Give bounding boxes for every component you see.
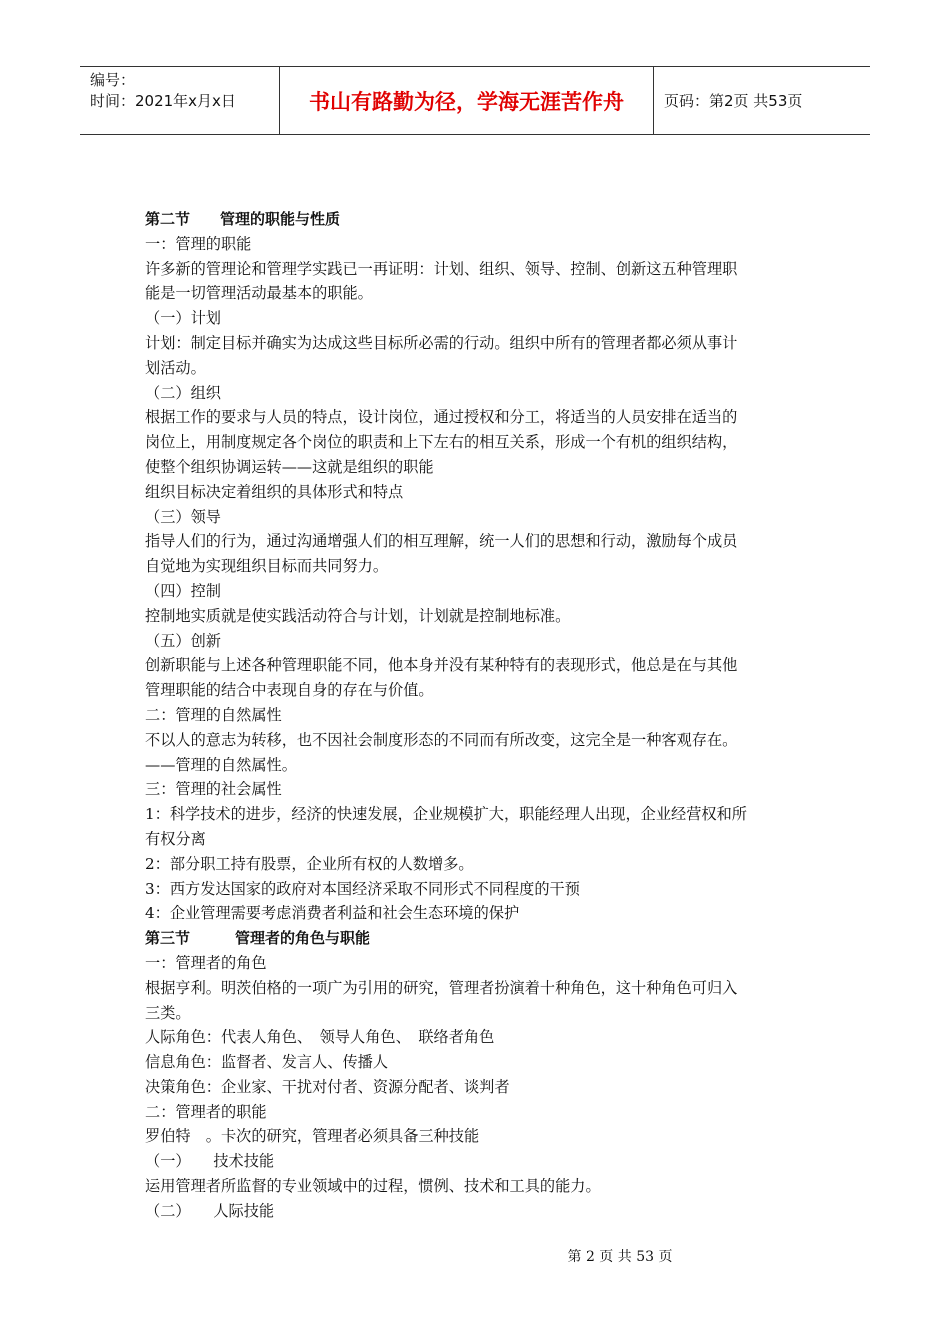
section-heading: 第三节 管理者的角色与职能	[145, 929, 371, 948]
number-label: 编号：	[90, 71, 136, 89]
text-line: 二：管理者的职能	[145, 1102, 267, 1121]
page-footer: 第 2 页 共 53 页	[567, 1249, 673, 1265]
text-line: 罗伯特 。卡次的研究，管理者必须具备三种技能	[145, 1127, 480, 1146]
text-line: 不以人的意志为转移，也不因社会制度形态的不同而有所改变，这完全是一种客观存在。	[145, 730, 738, 749]
text-line: （一）计划	[145, 309, 221, 328]
text-line: （四）控制	[145, 581, 221, 600]
text-line: 信息角色：监督者、发言人、传播人	[145, 1053, 388, 1072]
text-line: 计划：制定目标并确实为达成这些目标所必需的行动。组织中所有的管理者都必须从事计	[145, 333, 738, 352]
text-line: 有权分离	[145, 829, 206, 848]
text-line: 二：管理的自然属性	[145, 705, 282, 724]
text-line: 划活动。	[145, 358, 206, 377]
page-header	[80, 66, 870, 135]
text-line: （五）创新	[145, 631, 221, 650]
section-heading: 第二节 管理的职能与性质	[145, 210, 341, 228]
text-line: 岗位上，用制度规定各个岗位的职责和上下左右的相互关系，形成一个有机的组织结构，	[145, 433, 738, 452]
text-line: 自觉地为实现组织目标而共同努力。	[145, 557, 388, 576]
text-line: （三）领导	[145, 507, 221, 526]
text-line: 根据工作的要求与人员的特点，设计岗位，通过授权和分工，将适当的人员安排在适当的	[145, 408, 738, 427]
document-body	[145, 207, 817, 1224]
text-line: 三类。	[145, 1003, 191, 1022]
text-line: 使整个组织协调运转——这就是组织的职能	[145, 457, 434, 476]
text-line: 组织目标决定着组织的具体形式和特点	[145, 482, 404, 501]
text-line: 许多新的管理论和管理学实践已一再证明：计划、组织、领导、控制、创新这五种管理职	[145, 259, 738, 278]
text-line: 2：部分职工持有股票，企业所有权的人数增多。	[145, 854, 474, 873]
text-line: 4：企业管理需要考虑消费者利益和社会生态环境的保护	[145, 904, 520, 923]
text-line: 控制地实质就是使实践活动符合与计划，计划就是控制地标准。	[145, 606, 571, 625]
text-line: 一：管理者的角色	[145, 953, 267, 972]
text-line: 能是一切管理活动最基本的职能。	[145, 284, 373, 303]
text-line: 管理职能的结合中表现自身的存在与价值。	[145, 681, 434, 700]
text-line: 指导人们的行为，通过沟通增强人们的相互理解，统一人们的思想和行动，激励每个成员	[145, 532, 738, 551]
text-line: ——管理的自然属性。	[145, 755, 297, 774]
text-line: 三：管理的社会属性	[145, 780, 282, 799]
text-line: （二）组织	[145, 383, 221, 402]
text-line: 3：西方发达国家的政府对本国经济采取不同形式不同程度的干预	[145, 879, 580, 898]
text-line: 人际角色：代表人角色、 领导人角色、 联络者角色	[145, 1028, 495, 1047]
text-line: 运用管理者所监督的专业领域中的过程，惯例、技术和工具的能力。	[145, 1177, 601, 1196]
header-page-info: 页码：第2页 共53页	[664, 92, 803, 110]
text-line: 决策角色：企业家、干扰对付者、资源分配者、谈判者	[145, 1077, 510, 1096]
text-line: （一） 技术技能	[145, 1152, 275, 1171]
text-line: 创新职能与上述各种管理职能不同，他本身并没有某种特有的表现形式，他总是在与其他	[145, 656, 738, 675]
header-meta	[80, 67, 280, 134]
text-line: 1：科学技术的进步，经济的快速发展，企业规模扩大，职能经理人出现，企业经营权和所	[145, 805, 747, 824]
header-motto: 书山有路勤为径，学海无涯苦作舟	[280, 67, 654, 134]
time-label: 时间：2021年x月x日	[90, 92, 236, 110]
text-line: 根据亨利。明茨伯格的一项广为引用的研究，管理者扮演着十种角色，这十种角色可归入	[145, 978, 738, 997]
text-line: （二） 人际技能	[145, 1201, 275, 1220]
text-line: 一：管理的职能	[145, 234, 252, 253]
